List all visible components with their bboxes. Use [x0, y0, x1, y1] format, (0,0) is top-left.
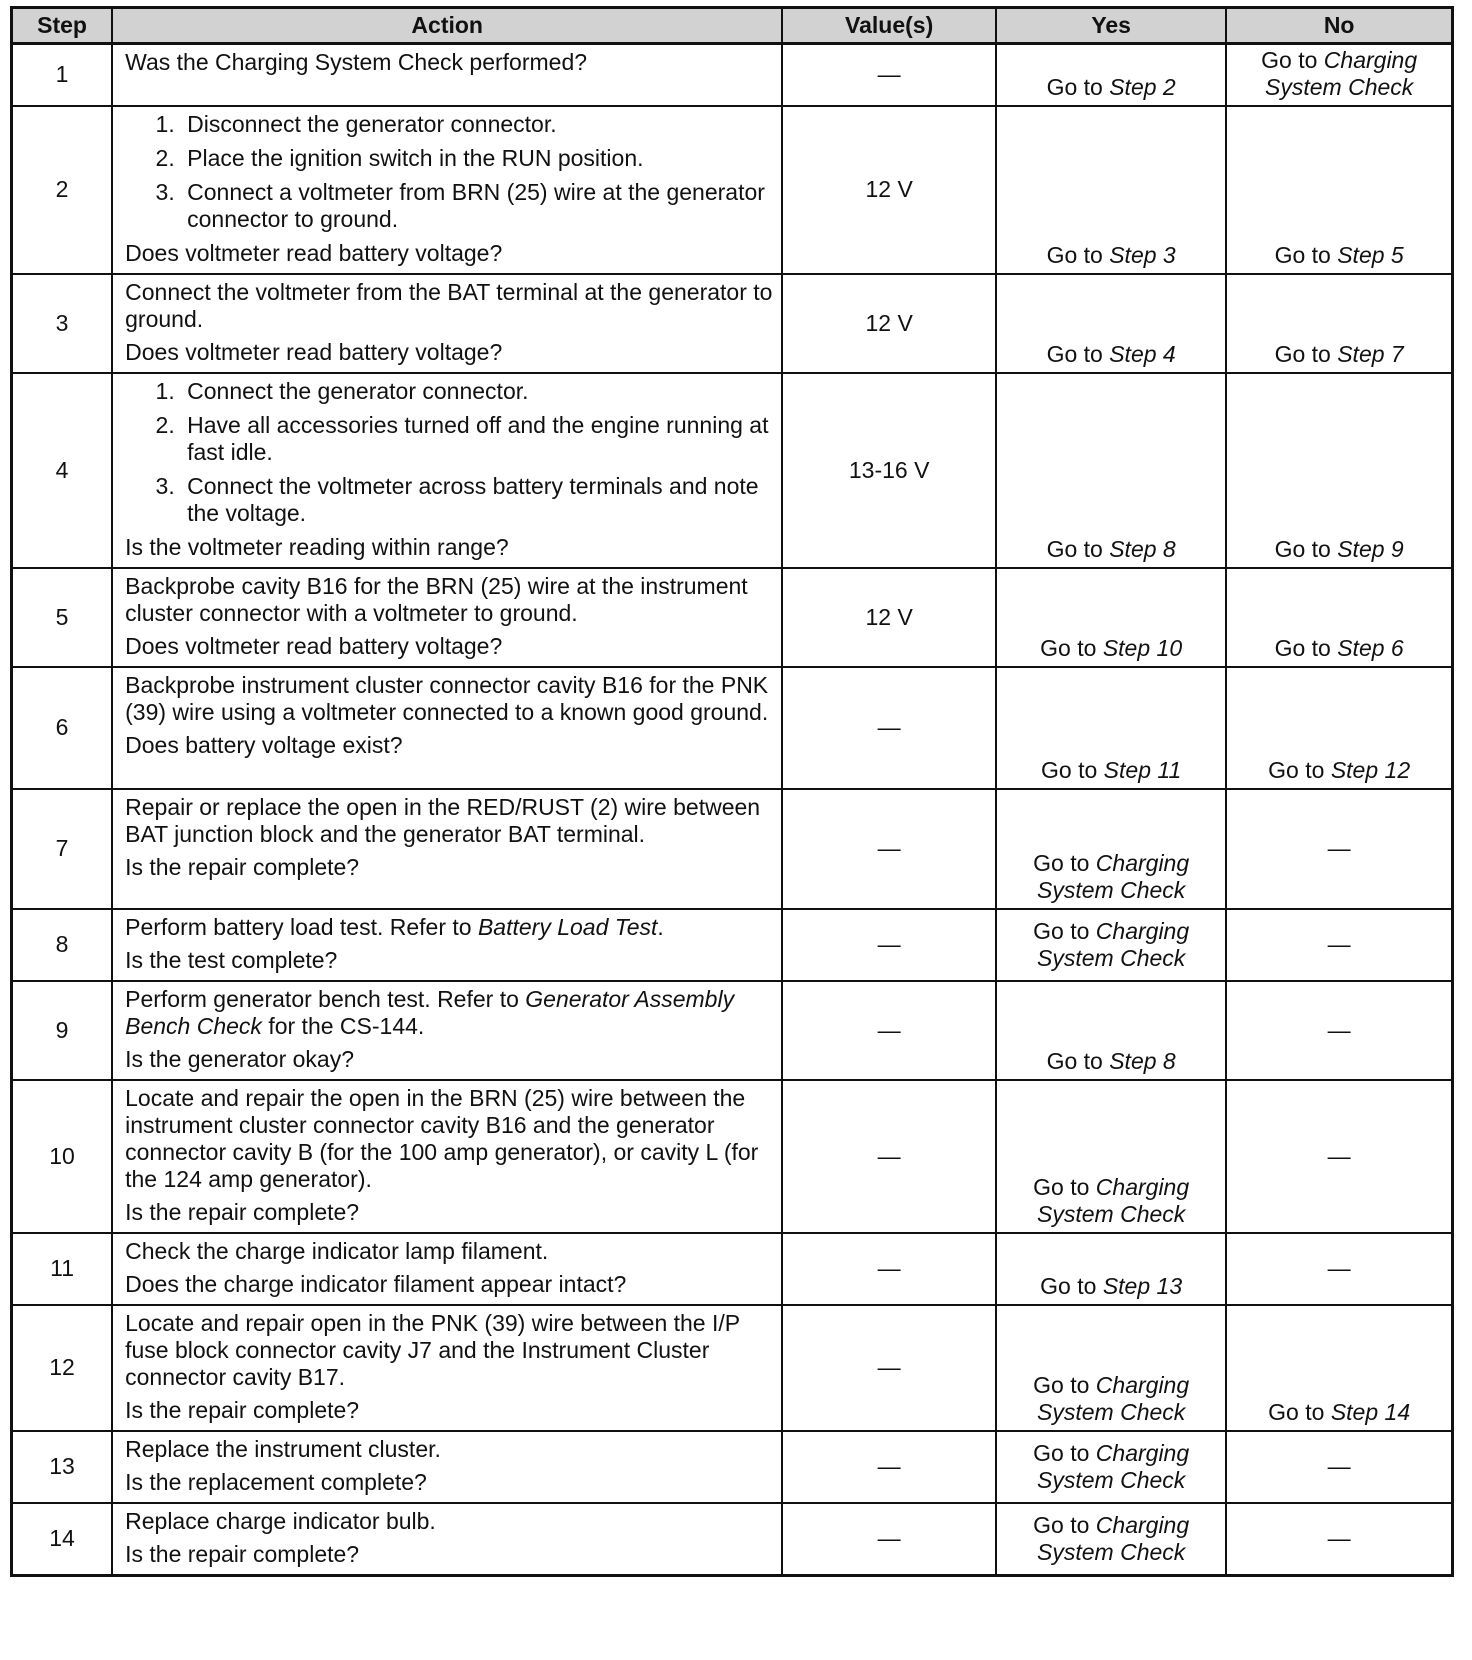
value-cell: 12 V: [782, 274, 996, 373]
no-cell: Go to Step 6: [1226, 568, 1452, 667]
action-cell: [112, 1305, 782, 1431]
action-question: Does voltmeter read battery voltage?: [125, 338, 503, 365]
value-cell: —: [782, 1305, 996, 1431]
diagnostic-table: [10, 6, 1454, 1577]
no-cell: —: [1226, 1233, 1452, 1305]
yes-cell: Go to Charging System Check: [996, 789, 1226, 909]
action-question: Is the voltmeter reading within range?: [125, 533, 509, 560]
action-cell: [112, 1431, 782, 1503]
table-row: [12, 1080, 1453, 1233]
action-step-list: [125, 378, 773, 527]
step-number: 1: [12, 44, 113, 106]
action-step-item: 1. Connect the generator connector.: [181, 378, 773, 405]
action-question: Does voltmeter read battery voltage?: [125, 239, 503, 266]
action-text: Perform generator bench test. Refer to Generator Assembly Bench Check for the CS-144.: [125, 985, 735, 1039]
header-no: No: [1226, 8, 1452, 44]
value-cell: —: [782, 667, 996, 789]
action-step-item: 2. Have all accessories turned off and the engine running at fast idle.: [181, 412, 773, 466]
action-cell: [112, 1503, 782, 1576]
yes-cell: Go to Step 4: [996, 274, 1226, 373]
step-number: 11: [12, 1233, 113, 1305]
table-row: [12, 274, 1453, 373]
action-question: Does battery voltage exist?: [125, 731, 403, 758]
action-step-list: [125, 111, 773, 233]
table-header: [12, 8, 1453, 44]
step-number: 14: [12, 1503, 113, 1576]
action-text: Repair or replace the open in the RED/RUST (2) wire between BAT junction block and the generator BAT terminal.: [125, 793, 761, 847]
action-text: Locate and repair the open in the BRN (25) wire between the instrument cluster connector cavity B16 and the generator connector cavity B (for the 100 amp generator), or cavity L (for the 124 amp generator).: [125, 1084, 759, 1192]
table-row: [12, 44, 1453, 106]
table-row: [12, 981, 1453, 1080]
no-cell: Go to Step 5: [1226, 106, 1452, 274]
value-cell: 12 V: [782, 106, 996, 274]
value-cell: —: [782, 1503, 996, 1576]
table-row: [12, 1305, 1453, 1431]
action-cell: [112, 44, 782, 106]
action-cell: [112, 1233, 782, 1305]
action-text: Check the charge indicator lamp filament.: [125, 1237, 549, 1264]
action-text: Connect the voltmeter from the BAT terminal at the generator to ground.: [125, 278, 773, 332]
step-number: 12: [12, 1305, 113, 1431]
table-row: [12, 1431, 1453, 1503]
value-cell: —: [782, 44, 996, 106]
action-question: Is the test complete?: [125, 946, 338, 973]
yes-cell: Go to Step 8: [996, 373, 1226, 568]
yes-cell: Go to Step 13: [996, 1233, 1226, 1305]
value-cell: —: [782, 909, 996, 981]
action-cell: [112, 667, 782, 789]
action-step-item: 3. Connect a voltmeter from BRN (25) wire at the generator connector to ground.: [181, 179, 773, 233]
value-cell: —: [782, 1431, 996, 1503]
table-row: [12, 568, 1453, 667]
action-question: Is the repair complete?: [125, 1198, 360, 1225]
step-number: 8: [12, 909, 113, 981]
no-cell: —: [1226, 1080, 1452, 1233]
no-cell: —: [1226, 909, 1452, 981]
step-number: 13: [12, 1431, 113, 1503]
action-cell: [112, 981, 782, 1080]
value-cell: —: [782, 1233, 996, 1305]
yes-cell: Go to Charging System Check: [996, 1080, 1226, 1233]
step-number: 7: [12, 789, 113, 909]
header-action: Action: [112, 8, 782, 44]
yes-cell: Go to Charging System Check: [996, 1503, 1226, 1576]
action-text: Replace charge indicator bulb.: [125, 1507, 436, 1534]
header-yes: Yes: [996, 8, 1226, 44]
table-body: [12, 44, 1453, 1576]
no-cell: Go to Step 14: [1226, 1305, 1452, 1431]
action-text: Replace the instrument cluster.: [125, 1435, 441, 1462]
yes-cell: Go to Charging System Check: [996, 909, 1226, 981]
action-question: Is the replacement complete?: [125, 1468, 427, 1495]
no-cell: Go to Step 7: [1226, 274, 1452, 373]
action-question: Is the repair complete?: [125, 1540, 360, 1567]
action-text: Backprobe instrument cluster connector cavity B16 for the PNK (39) wire using a voltmeter connected to a known good ground.: [125, 671, 769, 725]
no-cell: —: [1226, 981, 1452, 1080]
action-text: Backprobe cavity B16 for the BRN (25) wire at the instrument cluster connector with a voltmeter to ground.: [125, 572, 748, 626]
action-question: Does the charge indicator filament appear intact?: [125, 1270, 627, 1297]
header-row: [12, 8, 1453, 44]
step-number: 9: [12, 981, 113, 1080]
step-number: 5: [12, 568, 113, 667]
no-cell: Go to Charging System Check: [1226, 44, 1452, 106]
header-values: Value(s): [782, 8, 996, 44]
value-cell: 13-16 V: [782, 373, 996, 568]
yes-cell: Go to Step 11: [996, 667, 1226, 789]
step-number: 6: [12, 667, 113, 789]
action-text: Was the Charging System Check performed?: [125, 49, 588, 75]
yes-cell: Go to Step 8: [996, 981, 1226, 1080]
yes-cell: Go to Step 10: [996, 568, 1226, 667]
table-row: [12, 1233, 1453, 1305]
action-cell: [112, 106, 782, 274]
table-row: [12, 1503, 1453, 1576]
action-cell: [112, 789, 782, 909]
action-question: Does voltmeter read battery voltage?: [125, 632, 503, 659]
header-step: Step: [12, 8, 113, 44]
step-number: 3: [12, 274, 113, 373]
no-cell: —: [1226, 789, 1452, 909]
table-row: [12, 909, 1453, 981]
action-cell: [112, 568, 782, 667]
no-cell: —: [1226, 1431, 1452, 1503]
yes-cell: Go to Charging System Check: [996, 1305, 1226, 1431]
value-cell: —: [782, 1080, 996, 1233]
action-question: Is the generator okay?: [125, 1045, 354, 1072]
action-question: Is the repair complete?: [125, 1396, 360, 1423]
action-text: Perform battery load test. Refer to Battery Load Test.: [125, 913, 664, 940]
action-cell: [112, 909, 782, 981]
yes-cell: Go to Charging System Check: [996, 1431, 1226, 1503]
value-cell: —: [782, 789, 996, 909]
action-step-item: 2. Place the ignition switch in the RUN position.: [181, 145, 773, 172]
step-number: 2: [12, 106, 113, 274]
action-cell: [112, 373, 782, 568]
step-number: 10: [12, 1080, 113, 1233]
action-step-item: 1. Disconnect the generator connector.: [181, 111, 773, 138]
action-step-item: 3. Connect the voltmeter across battery terminals and note the voltage.: [181, 473, 773, 527]
yes-cell: Go to Step 2: [996, 44, 1226, 106]
table-row: [12, 789, 1453, 909]
no-cell: Go to Step 9: [1226, 373, 1452, 568]
value-cell: 12 V: [782, 568, 996, 667]
value-cell: —: [782, 981, 996, 1080]
no-cell: Go to Step 12: [1226, 667, 1452, 789]
action-cell: [112, 1080, 782, 1233]
table-row: [12, 106, 1453, 274]
yes-cell: Go to Step 3: [996, 106, 1226, 274]
step-number: 4: [12, 373, 113, 568]
action-text: Locate and repair open in the PNK (39) wire between the I/P fuse block connector cavity J7 and the Instrument Cluster connector cavity B17.: [125, 1309, 740, 1390]
action-cell: [112, 274, 782, 373]
table-row: [12, 667, 1453, 789]
table-row: [12, 373, 1453, 568]
no-cell: —: [1226, 1503, 1452, 1576]
action-question: Is the repair complete?: [125, 853, 360, 880]
